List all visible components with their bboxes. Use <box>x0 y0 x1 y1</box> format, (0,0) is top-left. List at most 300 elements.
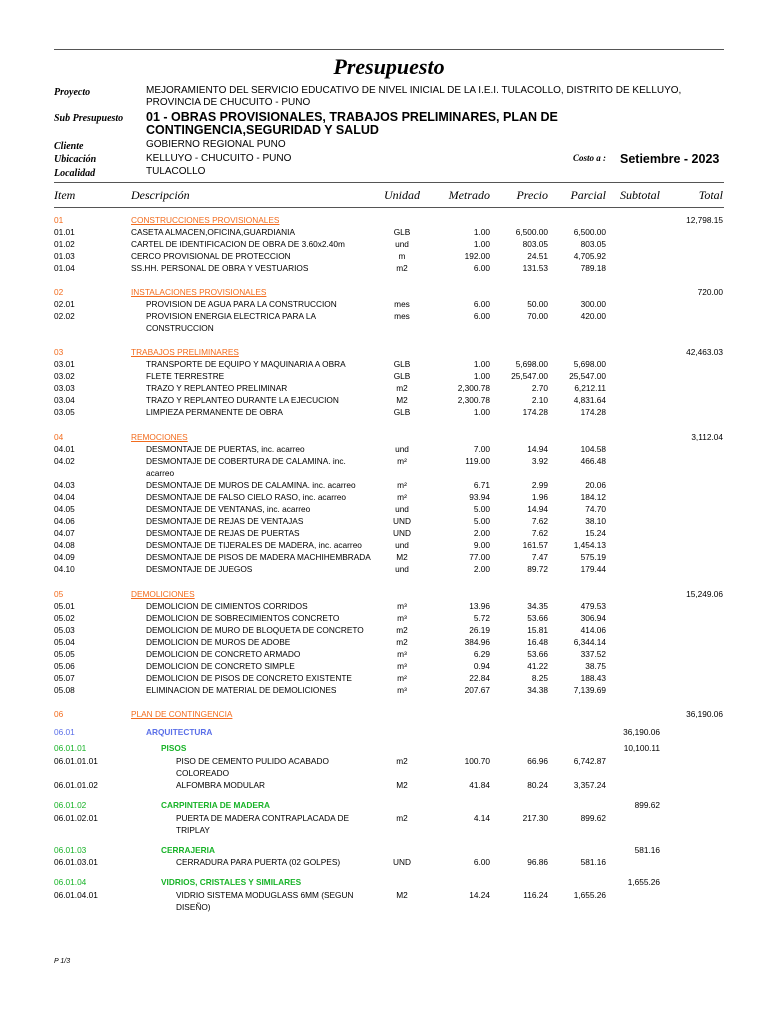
row-metrado: 7.00 <box>473 444 490 454</box>
row-description: DEMOLICION DE MURO DE BLOQUETA DE CONCRETO <box>146 625 364 635</box>
table-row <box>0 479 768 491</box>
row-description: PLAN DE CONTINGENCIA <box>131 709 233 719</box>
row-unidad: und <box>395 239 409 249</box>
header-rule-top <box>54 182 724 183</box>
row-total: 12,798.15 <box>686 215 723 225</box>
table-row-continuation <box>0 767 768 779</box>
row-item-code: 01.02 <box>54 239 75 249</box>
row-total: 15,249.06 <box>686 589 723 599</box>
row-description: DEMOLICION DE CIMIENTOS CORRIDOS <box>146 601 308 611</box>
row-unidad: m2 <box>396 383 408 393</box>
col-unidad: Unidad <box>384 188 420 202</box>
row-parcial: 6,742.87 <box>573 756 606 766</box>
row-description: CERRADURA PARA PUERTA (02 GOLPES) <box>176 857 341 867</box>
row-parcial: 6,500.00 <box>573 227 606 237</box>
table-row <box>0 262 768 274</box>
row-parcial: 4,831.64 <box>573 395 606 405</box>
column-header-row <box>0 189 768 203</box>
row-item-code: 01.03 <box>54 251 75 261</box>
row-description: CASETA ALMACEN,OFICINA,GUARDIANIA <box>131 227 295 237</box>
table-row <box>0 503 768 515</box>
row-description: CERCO PROVISIONAL DE PROTECCION <box>131 251 291 261</box>
table-row-sub2 <box>0 742 768 754</box>
table-row-section <box>0 346 768 358</box>
row-item-code: 05.07 <box>54 673 75 683</box>
row-item-code: 03.05 <box>54 407 75 417</box>
row-metrado: 1.00 <box>473 227 490 237</box>
table-row <box>0 624 768 636</box>
row-description: DESMONTAJE DE PUERTAS, inc. acarreo <box>146 444 305 454</box>
table-row-continuation <box>0 824 768 836</box>
row-description: CARTEL DE IDENTIFICACION DE OBRA DE 3.60x2.40m <box>131 239 345 249</box>
row-unidad: m2 <box>396 625 408 635</box>
row-metrado: 6.00 <box>473 311 490 321</box>
row-parcial: 38.10 <box>585 516 606 526</box>
row-item-code: 04.01 <box>54 444 75 454</box>
row-item-code: 06.01.02.01 <box>54 813 98 823</box>
row-item-code: 05.02 <box>54 613 75 623</box>
row-metrado: 5.72 <box>473 613 490 623</box>
table-row <box>0 539 768 551</box>
table-row <box>0 370 768 382</box>
row-parcial: 20.06 <box>585 480 606 490</box>
row-precio: 803.05 <box>522 239 548 249</box>
cliente-value: GOBIERNO REGIONAL PUNO <box>146 139 286 150</box>
row-unidad: UND <box>393 516 411 526</box>
row-description: DEMOLICION DE PISOS DE CONCRETO EXISTENTE <box>146 673 352 683</box>
row-description: DISEÑO) <box>176 902 211 912</box>
row-precio: 24.51 <box>527 251 548 261</box>
row-item-code: 03.01 <box>54 359 75 369</box>
row-description: ALFOMBRA MODULAR <box>176 780 265 790</box>
row-item-code: 06.01.03.01 <box>54 857 98 867</box>
row-precio: 89.72 <box>527 564 548 574</box>
row-metrado: 6.29 <box>473 649 490 659</box>
col-metrado: Metrado <box>448 188 490 202</box>
col-descripcion: Descripción <box>131 188 190 202</box>
row-description: DEMOLICIONES <box>131 589 195 599</box>
row-metrado: 119.00 <box>465 456 490 466</box>
row-metrado: 100.70 <box>464 756 490 766</box>
row-description: DESMONTAJE DE PISOS DE MADERA MACHIHEMBRADA <box>146 552 371 562</box>
row-unidad: mes <box>394 299 410 309</box>
table-row-sub1 <box>0 726 768 738</box>
row-parcial: 803.05 <box>580 239 606 249</box>
row-item-code: 04.04 <box>54 492 75 502</box>
row-parcial: 74.70 <box>585 504 606 514</box>
row-metrado: 77.00 <box>469 552 490 562</box>
row-item-code: 06.01.04.01 <box>54 890 98 900</box>
table-row <box>0 238 768 250</box>
row-unidad: M2 <box>396 552 408 562</box>
row-subtotal: 1,655.26 <box>627 877 660 887</box>
row-description: PISOS <box>161 743 187 753</box>
page-number: P 1/3 <box>54 958 71 965</box>
row-precio: 131.53 <box>522 263 548 273</box>
row-total: 42,463.03 <box>686 347 723 357</box>
row-precio: 7.62 <box>531 528 548 538</box>
row-metrado: 1.00 <box>473 359 490 369</box>
row-precio: 174.28 <box>522 407 548 417</box>
row-precio: 7.47 <box>531 552 548 562</box>
row-unidad: GLB <box>393 227 411 237</box>
row-description: CONSTRUCCIONES PROVISIONALES <box>131 215 280 225</box>
row-description: DESMONTAJE DE VENTANAS, inc. acarreo <box>146 504 311 514</box>
row-unidad: m³ <box>397 601 407 611</box>
row-metrado: 1.00 <box>473 407 490 417</box>
row-item-code: 03 <box>54 347 64 357</box>
row-description: CARPINTERIA DE MADERA <box>161 800 270 810</box>
row-item-code: 04.10 <box>54 564 75 574</box>
row-parcial: 337.52 <box>580 649 606 659</box>
row-unidad: und <box>395 504 409 514</box>
proyecto-value-line2: PROVINCIA DE CHUCUITO - PUNO <box>146 97 311 108</box>
row-item-code: 05.03 <box>54 625 75 635</box>
table-row <box>0 563 768 575</box>
row-metrado: 2,300.78 <box>457 383 490 393</box>
table-row-section <box>0 214 768 226</box>
row-parcial: 420.00 <box>580 311 606 321</box>
row-parcial: 575.19 <box>580 552 606 562</box>
proyecto-value-line1: MEJORAMIENTO DEL SERVICIO EDUCATIVO DE NIVEL INICIAL DE LA I.E.I. TULACOLLO, DISTRITO DE KELLUYO, <box>146 85 682 96</box>
row-metrado: 41.84 <box>469 780 490 790</box>
row-metrado: 0.94 <box>473 661 490 671</box>
table-row-section <box>0 588 768 600</box>
table-row <box>0 394 768 406</box>
row-precio: 161.57 <box>522 540 548 550</box>
row-precio: 8.25 <box>531 673 548 683</box>
row-description: PROVISION DE AGUA PARA LA CONSTRUCCION <box>146 299 337 309</box>
row-precio: 25,547.00 <box>511 371 548 381</box>
row-item-code: 05.04 <box>54 637 75 647</box>
row-parcial: 38.75 <box>585 661 606 671</box>
row-description: DESMONTAJE DE REJAS DE PUERTAS <box>146 528 300 538</box>
row-description: REMOCIONES <box>131 432 188 442</box>
row-precio: 2.99 <box>531 480 548 490</box>
table-row <box>0 382 768 394</box>
row-item-code: 05.05 <box>54 649 75 659</box>
table-row <box>0 443 768 455</box>
row-unidad: m² <box>397 456 407 466</box>
row-total: 720.00 <box>697 287 723 297</box>
row-subtotal: 899.62 <box>634 800 660 810</box>
row-description: DESMONTAJE DE REJAS DE VENTAJAS <box>146 516 304 526</box>
row-parcial: 6,344.14 <box>573 637 606 647</box>
row-metrado: 2.00 <box>473 564 490 574</box>
row-item-code: 04.02 <box>54 456 75 466</box>
row-precio: 1.96 <box>531 492 548 502</box>
row-metrado: 4.14 <box>473 813 490 823</box>
row-description: TRIPLAY <box>176 825 210 835</box>
row-parcial: 306.94 <box>580 613 606 623</box>
col-parcial: Parcial <box>570 188 606 202</box>
row-description: ARQUITECTURA <box>146 727 213 737</box>
table-row <box>0 672 768 684</box>
row-unidad: m <box>398 251 406 261</box>
table-row-continuation <box>0 901 768 913</box>
row-precio: 34.38 <box>527 685 548 695</box>
row-description: DESMONTAJE DE JUEGOS <box>146 564 253 574</box>
row-unidad: m² <box>397 492 407 502</box>
row-parcial: 414.06 <box>580 625 606 635</box>
row-precio: 2.10 <box>531 395 548 405</box>
row-parcial: 188.43 <box>580 673 606 683</box>
top-rule <box>54 49 724 50</box>
row-precio: 15.81 <box>527 625 548 635</box>
row-unidad: m³ <box>397 685 407 695</box>
row-item-code: 01.04 <box>54 263 75 273</box>
row-item-code: 03.04 <box>54 395 75 405</box>
row-metrado: 26.19 <box>469 625 490 635</box>
table-row-section <box>0 431 768 443</box>
row-description: ELIMINACION DE MATERIAL DE DEMOLICIONES <box>146 685 337 695</box>
row-parcial: 25,547.00 <box>569 371 606 381</box>
row-metrado: 22.84 <box>469 673 490 683</box>
row-unidad: m² <box>397 480 407 490</box>
row-total: 36,190.06 <box>686 709 723 719</box>
ubicacion-value: KELLUYO - CHUCUITO - PUNO <box>146 153 292 164</box>
table-row <box>0 491 768 503</box>
row-unidad: m³ <box>397 649 407 659</box>
row-parcial: 3,357.24 <box>573 780 606 790</box>
table-row <box>0 310 768 322</box>
subpresupuesto-value-line1: 01 - OBRAS PROVISIONALES, TRABAJOS PRELIMINARES, PLAN DE <box>146 110 558 124</box>
row-metrado: 13.96 <box>469 601 490 611</box>
row-parcial: 6,212.11 <box>574 383 606 393</box>
cliente-label: Cliente <box>54 141 84 152</box>
row-description: acarreo <box>146 468 175 478</box>
table-row-sub2 <box>0 799 768 811</box>
row-precio: 6,500.00 <box>515 227 548 237</box>
row-item-code: 06.01 <box>54 727 75 737</box>
table-row <box>0 600 768 612</box>
row-item-code: 01.01 <box>54 227 75 237</box>
col-total: Total <box>698 188 723 202</box>
row-item-code: 04 <box>54 432 64 442</box>
row-unidad: und <box>395 540 409 550</box>
row-description: TRAZO Y REPLANTEO PRELIMINAR <box>146 383 288 393</box>
row-metrado: 2,300.78 <box>457 395 490 405</box>
row-unidad: M2 <box>396 395 408 405</box>
subpresupuesto-label: Sub Presupuesto <box>54 113 124 124</box>
row-description: INSTALACIONES PROVISIONALES <box>131 287 267 297</box>
table-row <box>0 660 768 672</box>
table-row <box>0 648 768 660</box>
row-precio: 5,698.00 <box>515 359 548 369</box>
table-row <box>0 612 768 624</box>
row-metrado: 1.00 <box>473 239 490 249</box>
row-unidad: m2 <box>396 813 408 823</box>
col-subtotal: Subtotal <box>619 188 660 202</box>
table-row <box>0 515 768 527</box>
row-precio: 53.66 <box>527 649 548 659</box>
row-unidad: m³ <box>397 613 407 623</box>
table-row <box>0 636 768 648</box>
row-item-code: 06.01.01 <box>54 743 87 753</box>
row-parcial: 1,655.26 <box>573 890 606 900</box>
row-item-code: 05.08 <box>54 685 75 695</box>
table-row <box>0 812 768 824</box>
row-subtotal: 36,190.06 <box>623 727 660 737</box>
table-row-sub2 <box>0 844 768 856</box>
row-total: 3,112.04 <box>691 432 723 442</box>
row-description: DEMOLICION DE SOBRECIMIENTOS CONCRETO <box>146 613 340 623</box>
subpresupuesto-value-line2: CONTINGENCIA,SEGURIDAD Y SALUD <box>146 123 379 137</box>
row-unidad: und <box>395 564 409 574</box>
row-description: TRAZO Y REPLANTEO DURANTE LA EJECUCION <box>146 395 339 405</box>
table-row <box>0 455 768 467</box>
table-row <box>0 358 768 370</box>
row-description: DESMONTAJE DE TIJERALES DE MADERA, inc. acarreo <box>146 540 362 550</box>
localidad-value: TULACOLLO <box>146 166 206 177</box>
row-unidad: m2 <box>396 263 408 273</box>
row-item-code: 02.01 <box>54 299 75 309</box>
row-precio: 7.62 <box>531 516 548 526</box>
page-title: Presupuesto <box>333 54 445 79</box>
row-parcial: 581.16 <box>580 857 606 867</box>
row-metrado: 14.24 <box>469 890 490 900</box>
row-item-code: 06 <box>54 709 64 719</box>
row-item-code: 03.02 <box>54 371 75 381</box>
row-parcial: 479.53 <box>580 601 606 611</box>
table-row <box>0 684 768 696</box>
row-item-code: 05.01 <box>54 601 75 611</box>
row-description: TRABAJOS PRELIMINARES <box>131 347 239 357</box>
row-precio: 41.22 <box>527 661 548 671</box>
row-description: DEMOLICION DE CONCRETO SIMPLE <box>146 661 295 671</box>
row-precio: 50.00 <box>527 299 548 309</box>
row-parcial: 179.44 <box>580 564 606 574</box>
row-unidad: und <box>395 444 409 454</box>
row-subtotal: 10,100.11 <box>623 743 660 753</box>
row-unidad: GLB <box>393 407 411 417</box>
table-row <box>0 406 768 418</box>
row-metrado: 192.00 <box>464 251 490 261</box>
row-unidad: m2 <box>396 637 408 647</box>
row-parcial: 174.28 <box>580 407 606 417</box>
row-description: PISO DE CEMENTO PULIDO ACABADO <box>176 756 329 766</box>
row-precio: 3.92 <box>531 456 548 466</box>
row-description: SS.HH. PERSONAL DE OBRA Y VESTUARIOS <box>131 263 309 273</box>
costo-label: Costo a : <box>573 153 607 163</box>
col-item: Item <box>54 188 76 202</box>
ubicacion-label: Ubicación <box>54 154 97 165</box>
row-parcial: 1,454.13 <box>573 540 606 550</box>
header-rule-bottom <box>54 207 724 208</box>
table-row <box>0 856 768 868</box>
table-row <box>0 298 768 310</box>
col-precio: Precio <box>516 188 548 202</box>
row-parcial: 184.12 <box>580 492 606 502</box>
row-parcial: 7,139.69 <box>573 685 606 695</box>
row-description: TRANSPORTE DE EQUIPO Y MAQUINARIA A OBRA <box>146 359 346 369</box>
row-metrado: 207.67 <box>464 685 490 695</box>
row-unidad: GLB <box>393 359 411 369</box>
row-item-code: 06.01.01.01 <box>54 756 98 766</box>
row-item-code: 04.03 <box>54 480 75 490</box>
row-precio: 80.24 <box>527 780 548 790</box>
row-unidad: UND <box>393 857 411 867</box>
row-subtotal: 581.16 <box>634 845 660 855</box>
row-item-code: 02 <box>54 287 64 297</box>
row-precio: 66.96 <box>527 756 548 766</box>
table-row-section <box>0 708 768 720</box>
row-item-code: 02.02 <box>54 311 75 321</box>
row-unidad: m2 <box>396 756 408 766</box>
row-description: CONSTRUCCION <box>146 323 214 333</box>
row-precio: 14.94 <box>527 444 548 454</box>
row-metrado: 384.96 <box>464 637 490 647</box>
row-metrado: 9.00 <box>473 540 490 550</box>
row-unidad: UND <box>393 528 411 538</box>
row-precio: 2.70 <box>531 383 548 393</box>
table-row-continuation <box>0 467 768 479</box>
localidad-label: Localidad <box>54 168 96 179</box>
row-item-code: 04.08 <box>54 540 75 550</box>
row-unidad: mes <box>394 311 410 321</box>
row-description: DESMONTAJE DE FALSO CIELO RASO, inc. acarreo <box>146 492 346 502</box>
row-precio: 116.24 <box>523 890 548 900</box>
row-description: PROVISION ENERGIA ELECTRICA PARA LA <box>146 311 316 321</box>
row-item-code: 04.06 <box>54 516 75 526</box>
row-description: DESMONTAJE DE COBERTURA DE CALAMINA. inc. <box>146 456 346 466</box>
row-item-code: 05.06 <box>54 661 75 671</box>
row-metrado: 2.00 <box>473 528 490 538</box>
proyecto-label: Proyecto <box>54 87 91 98</box>
row-precio: 16.48 <box>527 637 548 647</box>
row-metrado: 5.00 <box>473 516 490 526</box>
row-item-code: 05 <box>54 589 64 599</box>
row-parcial: 899.62 <box>580 813 606 823</box>
row-item-code: 03.03 <box>54 383 75 393</box>
row-item-code: 04.09 <box>54 552 75 562</box>
row-precio: 70.00 <box>527 311 548 321</box>
row-item-code: 06.01.02 <box>54 800 87 810</box>
table-row <box>0 250 768 262</box>
row-description: FLETE TERRESTRE <box>146 371 225 381</box>
table-row-section <box>0 286 768 298</box>
table-row-sub2 <box>0 876 768 888</box>
costo-date: Setiembre - 2023 <box>620 152 720 166</box>
row-metrado: 1.00 <box>473 371 490 381</box>
row-parcial: 789.18 <box>580 263 606 273</box>
row-metrado: 6.00 <box>473 857 490 867</box>
table-row <box>0 889 768 901</box>
row-item-code: 04.07 <box>54 528 75 538</box>
row-precio: 14.94 <box>527 504 548 514</box>
row-metrado: 6.00 <box>473 263 490 273</box>
row-parcial: 466.48 <box>580 456 606 466</box>
table-row <box>0 551 768 563</box>
row-description: DESMONTAJE DE MUROS DE CALAMINA. inc. acarreo <box>146 480 356 490</box>
row-item-code: 06.01.03 <box>54 845 87 855</box>
row-precio: 34.35 <box>527 601 548 611</box>
row-unidad: M2 <box>396 780 408 790</box>
row-description: COLOREADO <box>176 768 230 778</box>
row-parcial: 104.58 <box>580 444 606 454</box>
row-parcial: 4,705.92 <box>573 251 606 261</box>
row-parcial: 15.24 <box>585 528 606 538</box>
row-description: LIMPIEZA PERMANENTE DE OBRA <box>146 407 283 417</box>
row-item-code: 06.01.04 <box>54 877 87 887</box>
row-description: PUERTA DE MADERA CONTRAPLACADA DE <box>176 813 350 823</box>
table-row-continuation <box>0 322 768 334</box>
row-metrado: 6.00 <box>473 299 490 309</box>
row-parcial: 5,698.00 <box>573 359 606 369</box>
row-description: VIDRIOS, CRISTALES Y SIMILARES <box>161 877 302 887</box>
table-row <box>0 755 768 767</box>
row-precio: 217.30 <box>522 813 548 823</box>
